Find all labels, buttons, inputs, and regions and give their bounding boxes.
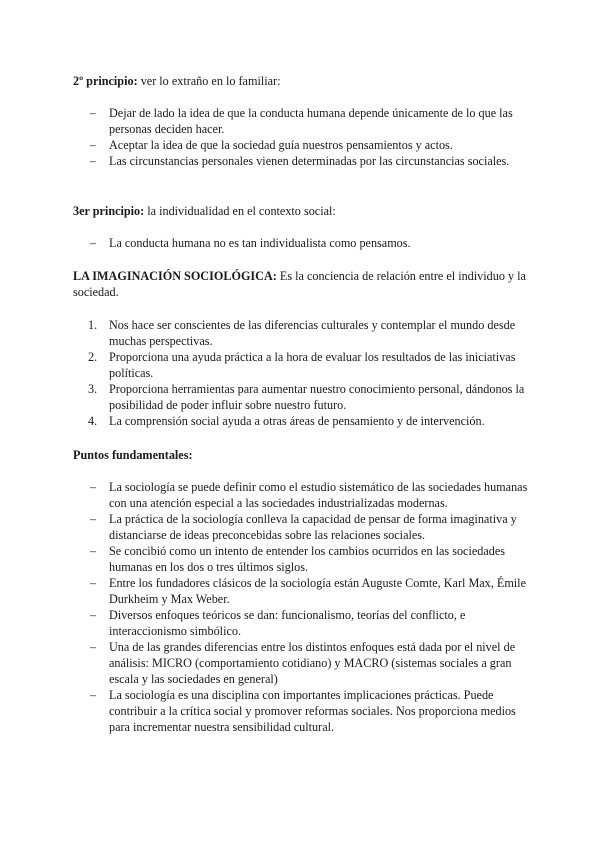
dash-marker: –: [90, 576, 97, 590]
principle-2-paragraph: [73, 73, 533, 89]
number-marker: 2.: [88, 350, 98, 364]
imaginacion-heading: LA IMAGINACIÓN SOCIOLÓGICA:: [73, 269, 277, 283]
dash-marker: –: [90, 106, 97, 120]
imaginacion-text: Es la conciencia de relación entre el individuo y la sociedad.: [73, 269, 526, 299]
list-item: – La sociología se puede definir como el estudio sistemático de las sociedades humanas con una atención especial a las sociedades industrializadas modernas.: [90, 480, 528, 510]
list-item: – La sociología es una disciplina con importantes implicaciones prácticas. Puede contribuir a la crítica social y promover reformas sociales. Nos proporciona medios para incrementar nuestra sensibilidad cultural.: [90, 688, 516, 734]
number-marker: 4.: [88, 414, 98, 428]
dash-marker: –: [90, 544, 97, 558]
principle-2-heading: 2º principio:: [73, 74, 138, 88]
dash-marker: –: [90, 608, 97, 622]
puntos-list: [0, 479, 600, 735]
list-item: – Se concibió como un intento de entender los cambios ocurridos en las sociedades humanas en los dos o tres últimos siglos.: [90, 544, 505, 574]
dash-marker: –: [90, 512, 97, 526]
puntos-paragraph: [73, 447, 533, 463]
list-item: – Entre los fundadores clásicos de la sociología están Auguste Comte, Karl Max, Émile Durkheim y Max Weber.: [90, 576, 526, 606]
dash-marker: –: [90, 138, 97, 152]
list-item: 4. La comprensión social ayuda a otras áreas de pensamiento y de intervención.: [88, 414, 485, 428]
list-item: 3. Proporciona herramientas para aumentar nuestro conocimiento personal, dándonos la posibilidad de poder influir sobre nuestro futuro.: [88, 382, 525, 412]
list-item: – Una de las grandes diferencias entre los distintos enfoques está dada por el nivel de análisis: MICRO (comportamiento cotidiano) y MACRO (sistemas sociales a gran escala y las sociedades en general): [90, 640, 516, 686]
principle-3-list: [0, 235, 600, 251]
list-item: – Diversos enfoques teóricos se dan: funcionalismo, teorías del conflicto, e interaccionismo simbólico.: [90, 608, 466, 638]
list-item: – Dejar de lado la idea de que la conducta humana depende únicamente de lo que las personas deciden hacer.: [90, 106, 513, 136]
imaginacion-list: [0, 317, 600, 429]
list-item: – Aceptar la idea de que la sociedad guía nuestros pensamientos y actos.: [90, 138, 453, 152]
principle-3-text: la individualidad en el contexto social:: [144, 204, 336, 218]
list-item: – Las circunstancias personales vienen determinadas por las circunstancias sociales.: [90, 154, 510, 168]
dash-marker: –: [90, 688, 97, 702]
number-marker: 1.: [88, 318, 98, 332]
imaginacion-paragraph: [73, 268, 533, 300]
principle-3-paragraph: [73, 203, 533, 219]
dash-marker: –: [90, 640, 97, 654]
dash-marker: –: [90, 236, 97, 250]
list-item: – La práctica de la sociología conlleva la capacidad de pensar de forma imaginativa y distanciarse de ideas preconcebidas sobre las relaciones sociales.: [90, 512, 517, 542]
dash-marker: –: [90, 480, 97, 494]
puntos-heading: Puntos fundamentales:: [73, 448, 193, 462]
list-item: – La conducta humana no es tan individualista como pensamos.: [90, 236, 411, 250]
dash-marker: –: [90, 154, 97, 168]
list-item: 2. Proporciona una ayuda práctica a la hora de evaluar los resultados de las iniciativas políticas.: [88, 350, 516, 380]
principle-3-heading: 3er principio:: [73, 204, 145, 218]
principle-2-list: [0, 105, 600, 169]
list-item: 1. Nos hace ser conscientes de las diferencias culturales y contemplar el mundo desde muchas perspectivas.: [88, 318, 516, 348]
number-marker: 3.: [88, 382, 98, 396]
principle-2-text: ver lo extraño en lo familiar:: [137, 74, 281, 88]
